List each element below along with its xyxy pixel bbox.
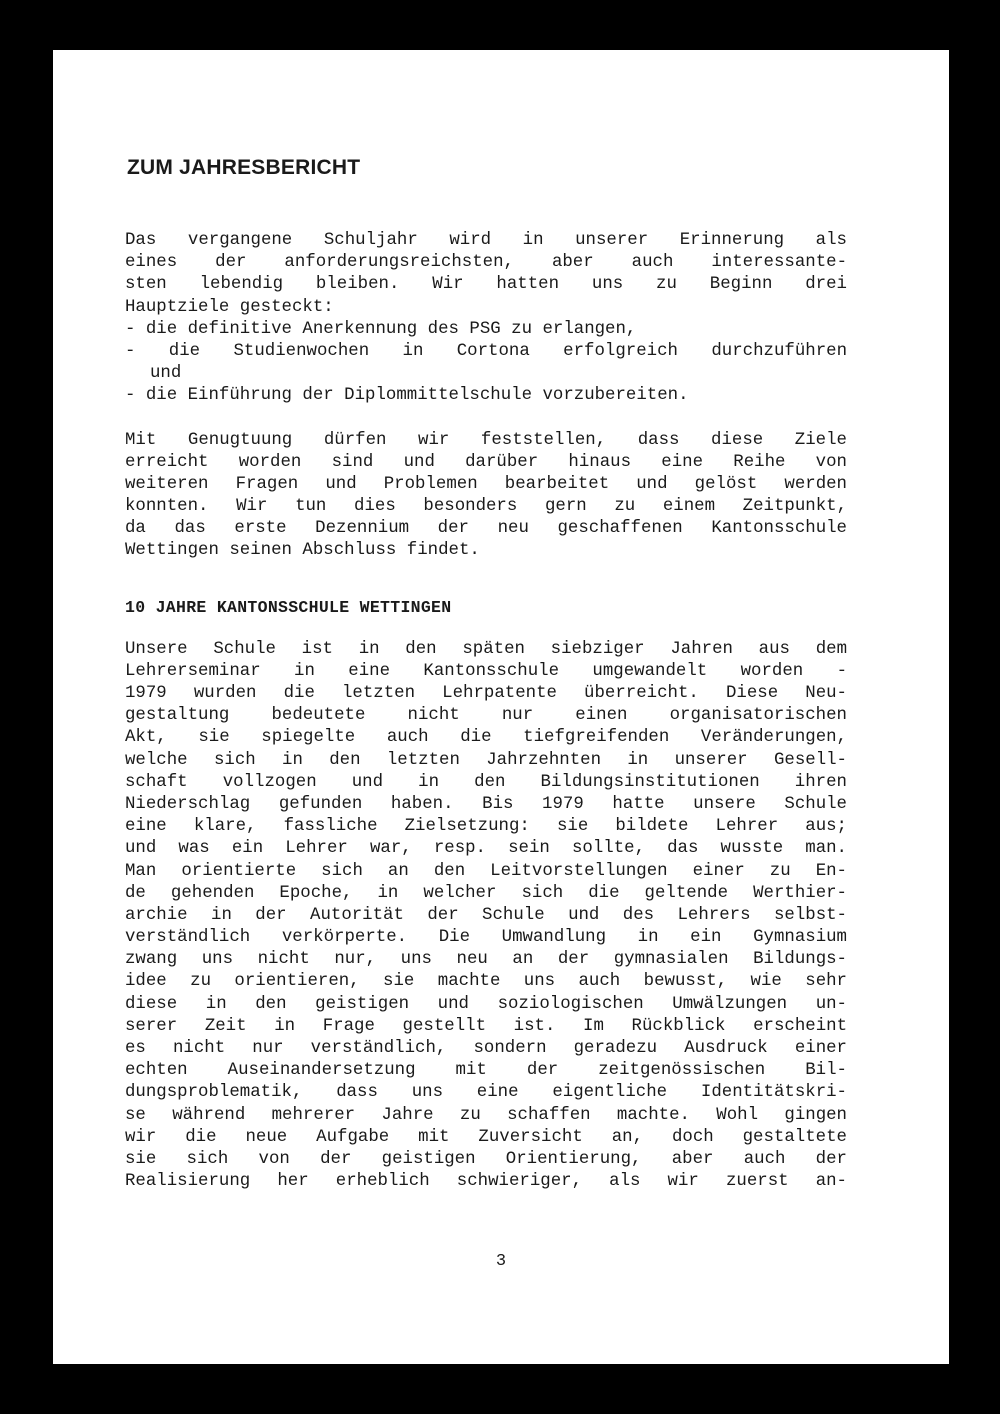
text-line: und was ein Lehrer war, resp. sein sollte, das wusste man. (125, 839, 847, 859)
list-item: - die Einführung der Diplommittelschule vorzubereiten. (125, 386, 689, 406)
text-line: da das erste Dezennium der neu geschaffenen Kantonsschule (125, 519, 847, 539)
text-line: sten lebendig bleiben. Wir hatten uns zu Beginn drei (125, 275, 847, 295)
text-line: Wettingen seinen Abschluss findet. (125, 541, 480, 561)
text-line: Realisierung her erheblich schwieriger, als wir zuerst an- (125, 1172, 847, 1192)
text-line: Das vergangene Schuljahr wird in unserer Erinnerung als (125, 231, 847, 250)
text-line: Lehrerseminar in eine Kantonsschule umgewandelt worden - (125, 661, 847, 681)
text-line: gestaltung bedeutete nicht nur einen organisatorischen (125, 706, 847, 726)
section-title: ZUM JAHRESBERICHT (127, 156, 361, 179)
text-line: eines der anforderungsreichsten, aber auch interessante- (125, 253, 847, 273)
paragraph-history (125, 639, 847, 1194)
section-gap (125, 563, 847, 598)
text-line: wir die neue Aufgabe mit Zuversicht an, doch gestaltete (125, 1127, 847, 1147)
text-line: weiteren Fragen und Problemen bearbeitet und gelöst werden (125, 474, 847, 494)
text-line: diese in den geistigen und soziologischen Umwälzungen un- (125, 994, 847, 1014)
text-line: Man orientierte sich an den Leitvorstellungen einer zu En- (125, 861, 847, 881)
paragraph-intro (125, 230, 847, 408)
text-line: Hauptziele gesteckt: (125, 297, 334, 317)
text-line: serer Zeit in Frage gestellt ist. Im Rückblick erscheint (125, 1016, 847, 1036)
list-item-continuation: und (150, 364, 182, 384)
text-line: dungsproblematik, dass uns eine eigentliche Identitätskri- (125, 1083, 847, 1103)
text-line: verständlich verkörperte. Die Umwandlung in ein Gymnasium (125, 928, 847, 948)
text-line: konnten. Wir tun dies besonders gern zu einem Zeitpunkt, (125, 497, 847, 517)
text-line: schaft vollzogen und in den Bildungsinstitutionen ihren (125, 772, 847, 792)
text-line: welche sich in den letzten Jahrzehnten in unserer Gesell- (125, 750, 847, 770)
text-line: erreicht worden sind und darüber hinaus eine Reihe von (125, 452, 847, 472)
text-line: es nicht nur verständlich, sondern geradezu Ausdruck einer (125, 1039, 847, 1058)
page-number: 3 (495, 1252, 507, 1271)
text-line: archie in der Autorität der Schule und des Lehrers selbst- (125, 905, 847, 925)
text-line: eine klare, fassliche Zielsetzung: sie bildete Lehrer aus; (125, 817, 847, 837)
text-line: 1979 wurden die letzten Lehrpatente überreicht. Diese Neu- (125, 684, 847, 703)
paragraph-goals (125, 430, 847, 563)
list-item: - die Studienwochen in Cortona erfolgreich durchzuführen (125, 341, 847, 361)
page-content (125, 156, 847, 1193)
text-line: zwang uns nicht nur, uns neu an der gymnasialen Bildungs- (125, 950, 847, 970)
section-subtitle: 10 JAHRE KANTONSSCHULE WETTINGEN (125, 597, 452, 617)
text-line: echten Auseinandersetzung mit der zeitgenössischen Bil- (125, 1061, 847, 1081)
text-line: idee zu orientieren, sie machte uns auch bewusst, wie sehr (125, 972, 847, 992)
text-line: Mit Genugtuung dürfen wir feststellen, dass diese Ziele (125, 430, 847, 450)
text-line: Unsere Schule ist in den späten siebziger Jahren aus dem (125, 639, 847, 659)
text-line: de gehenden Epoche, in welcher sich die geltende Werthier- (125, 883, 847, 903)
text-line: Akt, sie spiegelte auch die tiefgreifenden Veränderungen, (125, 728, 847, 748)
paragraph-gap (125, 408, 847, 430)
text-line: sie sich von der geistigen Orientierung, aber auch der (125, 1149, 847, 1169)
text-line: Niederschlag gefunden haben. Bis 1979 hatte unsere Schule (125, 794, 847, 814)
list-item: - die definitive Anerkennung des PSG zu erlangen, (125, 319, 637, 339)
text-line: se während mehrerer Jahre zu schaffen machte. Wohl gingen (125, 1105, 847, 1125)
document-page (53, 50, 949, 1364)
